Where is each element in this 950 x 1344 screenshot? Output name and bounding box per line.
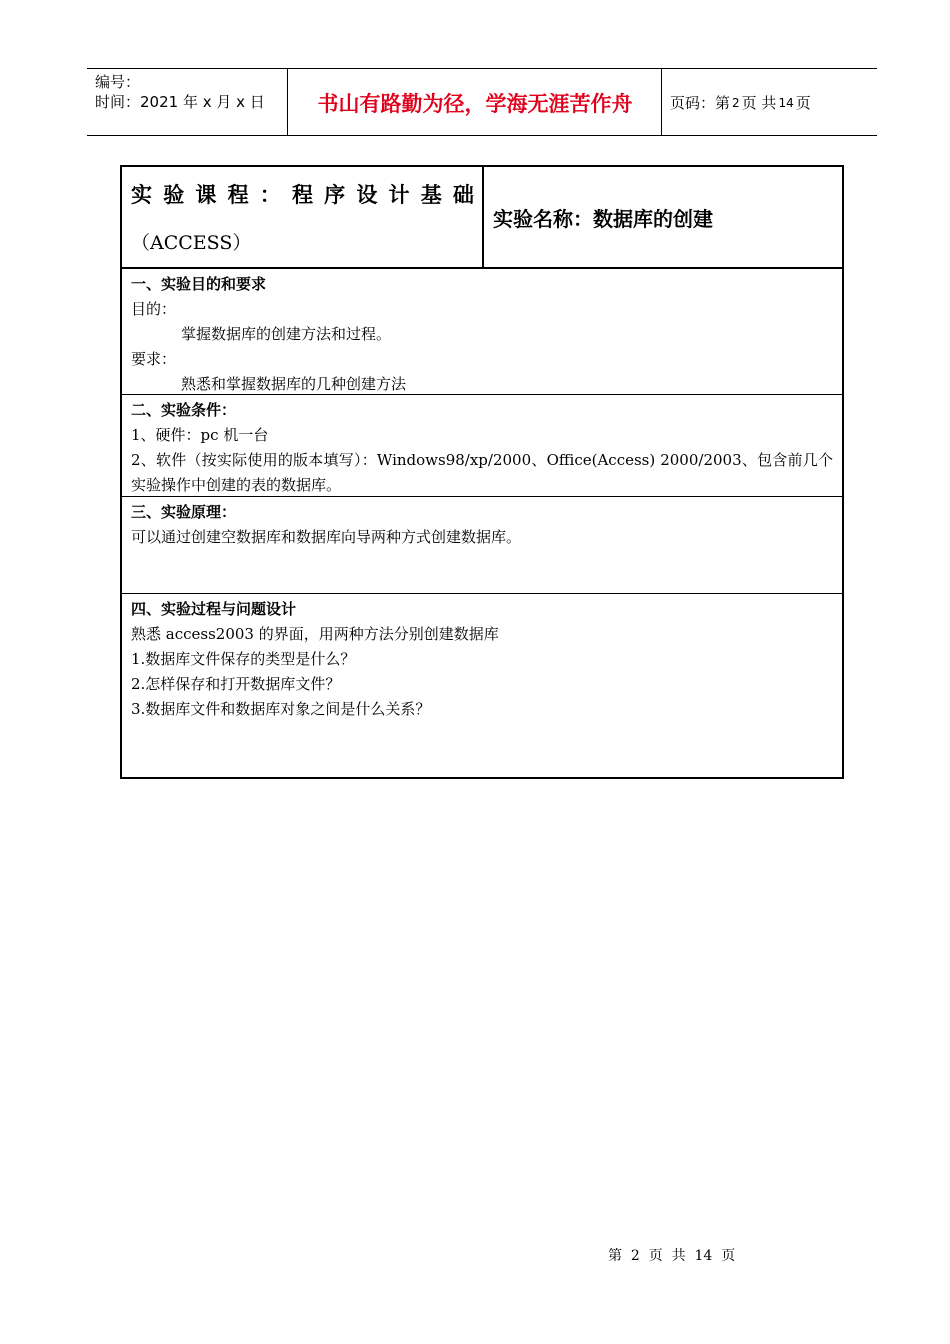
page-mid: 页 共 [741,94,777,112]
experiment-sheet [120,165,844,779]
section-purpose [122,269,842,395]
page-footer: 第 2 页 共 14 页 [608,1248,736,1264]
section-heading: 四、实验过程与问题设计 [131,600,297,618]
page-suffix: 页 [795,94,811,112]
purpose-text: 掌握数据库的创建方法和过程。 [181,325,392,343]
section-heading: 二、实验条件： [131,401,237,419]
course-title-char: 础 [452,183,474,207]
hardware-text: 1、硬件：pc 机一台 [131,426,269,444]
purpose-label: 目的： [131,300,177,318]
software-text: 2、软件（按实际使用的版本填写）：Windows98/xp/2000、Office(Access) 2000/2003、包含前几个实验操作中创建的表的数据库。 [131,451,833,494]
course-title-char: ： [259,183,281,207]
section-process [122,594,842,777]
time-label: 时间：2021 年 x 月 x 日 [95,93,265,111]
requirement-text: 熟悉和掌握数据库的几种创建方法 [181,375,407,393]
course-title-char: 实 [131,183,152,207]
course-title-char: 设 [356,183,378,207]
course-title-char: 课 [195,183,217,207]
course-title-char: 验 [163,183,185,207]
course-title-char: 程 [291,183,313,207]
principle-text: 可以通过创建空数据库和数据库向导两种方式创建数据库。 [131,528,522,546]
course-subtitle: （ACCESS） [131,232,252,254]
course-title [131,175,474,215]
requirement-label: 要求： [131,350,177,368]
question-1: 1.数据库文件保存的类型是什么？ [131,650,356,668]
section-conditions [122,395,842,497]
course-title-char: 计 [388,183,410,207]
page-prefix: 页码：第 [670,94,731,112]
header-divider-right [661,69,662,135]
question-2: 2.怎样保存和打开数据库文件？ [131,675,341,693]
header-divider-left [287,69,288,135]
question-3: 3.数据库文件和数据库对象之间是什么关系？ [131,700,431,718]
process-intro: 熟悉 access2003 的界面，用两种方法分别创建数据库 [131,625,499,643]
experiment-name: 实验名称：数据库的创建 [493,206,713,231]
header-motto: 书山有路勤为径，学海无涯苦作舟 [317,91,633,116]
course-title-char: 序 [324,183,346,207]
section-heading: 三、实验原理： [131,503,237,521]
page-current: 2 [732,95,740,110]
page-total: 14 [778,95,794,110]
header-page-number [670,69,811,136]
course-title-char: 基 [420,183,442,207]
course-title-char: 程 [227,183,249,207]
page-header [87,68,877,136]
header-meta [95,72,287,112]
course-cell [122,167,484,267]
section-heading: 一、实验目的和要求 [131,275,267,293]
code-label: 编号： [95,73,141,91]
title-row [122,167,842,269]
section-principle [122,497,842,594]
